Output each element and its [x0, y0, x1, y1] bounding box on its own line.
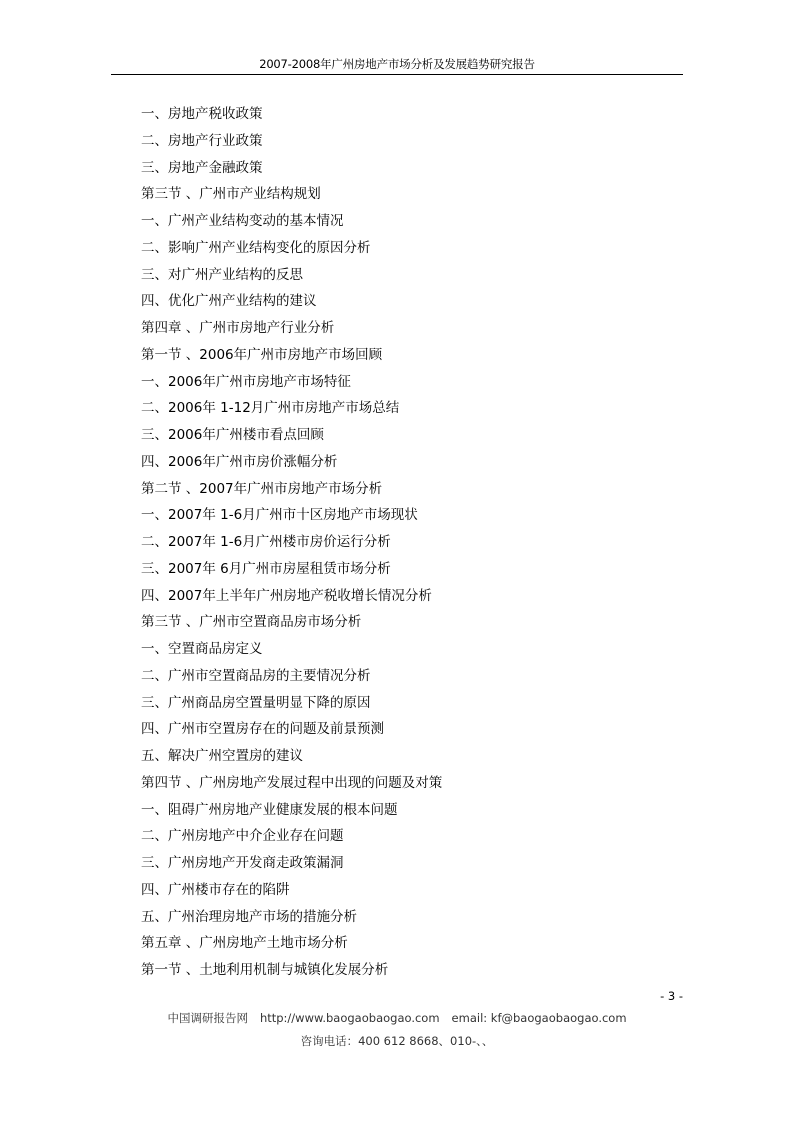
toc-section-heading: 第一节 、土地利用机制与城镇化发展分析 [141, 962, 389, 978]
toc-entry: 五、广州治理房地产市场的措施分析 [141, 908, 357, 925]
footer-email[interactable]: email: kf@baogaobaogao.com [451, 1011, 627, 1025]
toc-entry: 二、影响广州产业结构变化的原因分析 [141, 239, 371, 256]
toc-section-heading: 第二节 、2007年广州市房地产市场分析 [141, 480, 383, 497]
toc-entry: 四、优化广州产业结构的建议 [141, 293, 317, 310]
toc-entry: 一、阻碍广州房地产业健康发展的根本问题 [141, 801, 398, 818]
toc-entry: 四、广州楼市存在的陷阱 [141, 881, 290, 898]
report-title: 2007-2008年广州房地产市场分析及发展趋势研究报告 [259, 57, 535, 71]
toc-entry: 二、房地产行业政策 [141, 132, 263, 149]
toc-entry: 三、对广州产业结构的反思 [141, 266, 303, 283]
toc-section-heading: 第四节 、广州房地产发展过程中出现的问题及对策 [141, 774, 443, 791]
toc-entry: 一、空置商品房定义 [141, 641, 263, 657]
toc-section-heading: 第一节 、2006年广州市房地产市场回顾 [141, 346, 383, 363]
toc-chapter-heading: 第四章 、广州市房地产行业分析 [141, 320, 335, 336]
toc-entry: 五、解决广州空置房的建议 [141, 748, 303, 764]
toc-entry: 一、2007年 1-6月广州市十区房地产市场现状 [141, 507, 418, 524]
table-of-contents [141, 101, 681, 984]
page-footer [0, 1010, 794, 1026]
footer-site-name: 中国调研报告网 [167, 1011, 248, 1025]
toc-entry: 四、2007年上半年广州房地产税收增长情况分析 [141, 587, 432, 604]
toc-entry: 三、广州房地产开发商走政策漏洞 [141, 855, 344, 871]
footer-url[interactable]: http://www.baogaobaogao.com [259, 1011, 440, 1025]
toc-chapter-heading: 第五章 、广州房地产土地市场分析 [141, 935, 348, 952]
toc-entry: 二、广州市空置商品房的主要情况分析 [141, 667, 371, 684]
toc-entry: 三、2006年广州楼市看点回顾 [141, 427, 324, 443]
toc-entry: 一、房地产税收政策 [141, 106, 263, 122]
toc-entry: 三、广州商品房空置量明显下降的原因 [141, 694, 371, 711]
toc-section-heading: 第三节 、广州市空置商品房市场分析 [141, 614, 362, 631]
footer-phone: 咨询电话：400 612 8668、010-、、 [300, 1034, 494, 1048]
toc-entry: 三、2007年 6月广州市房屋租赁市场分析 [141, 560, 391, 577]
toc-entry: 二、2006年 1-12月广州市房地产市场总结 [141, 400, 400, 417]
toc-entry: 二、2007年 1-6月广州楼市房价运行分析 [141, 534, 391, 550]
page-header [111, 54, 683, 75]
toc-entry: 二、广州房地产中介企业存在问题 [141, 828, 344, 845]
toc-section-heading: 第三节 、广州市产业结构规划 [141, 186, 321, 203]
toc-entry: 一、广州产业结构变动的基本情况 [141, 213, 344, 229]
toc-entry: 四、广州市空置房存在的问题及前景预测 [141, 721, 384, 738]
toc-entry: 一、2006年广州市房地产市场特征 [141, 373, 351, 390]
page-number: - 3 - [660, 989, 683, 1003]
toc-entry: 三、房地产金融政策 [141, 159, 263, 176]
toc-entry: 四、2006年广州市房价涨幅分析 [141, 453, 338, 470]
